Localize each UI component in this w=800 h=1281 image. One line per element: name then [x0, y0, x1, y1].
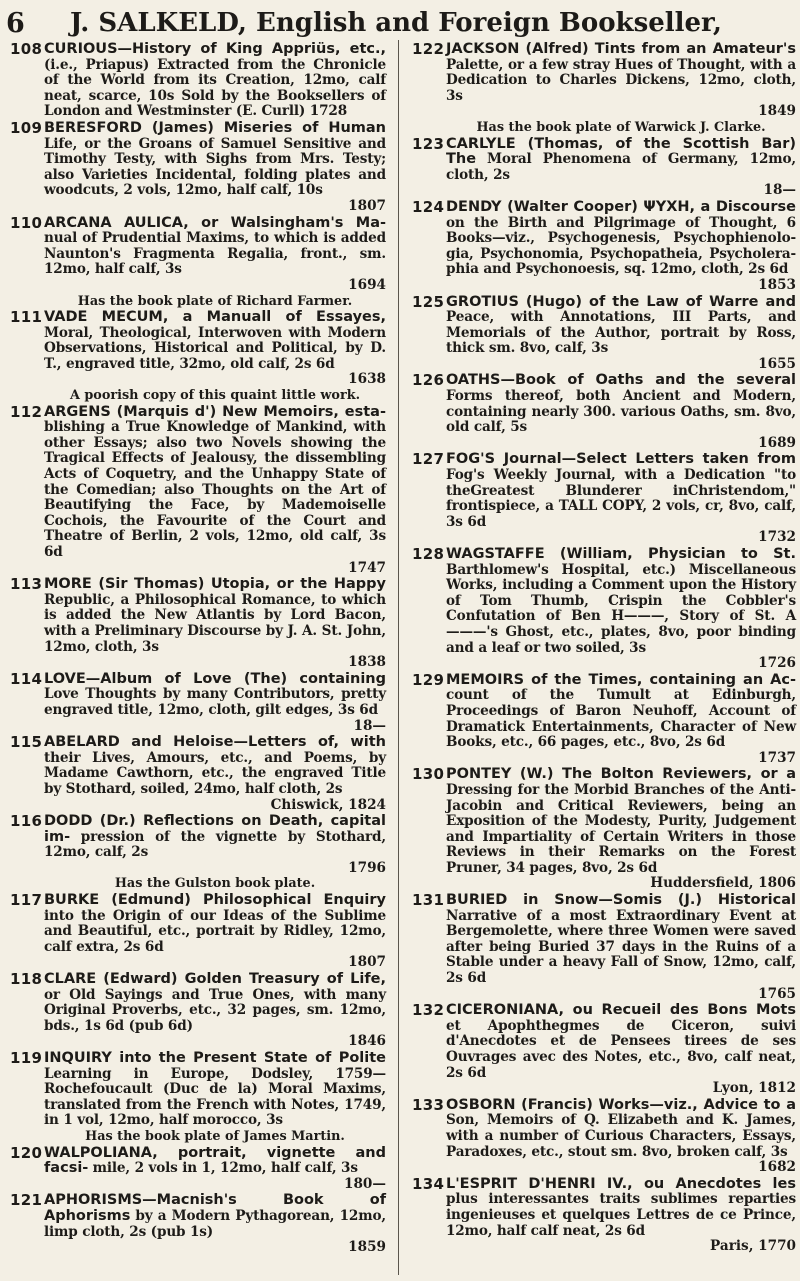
- entry-number: 118: [10, 970, 43, 989]
- entry-body: [44, 1051, 386, 1145]
- entry-number: 110: [10, 213, 43, 232]
- entry-description: Learning in Europe, Dodsley, 1759—Rochefoucault (Duc de la) Moral Maxims, translated from the French with Notes, 1749, in 1 vol, 12mo, half morocco, 3s: [44, 1065, 386, 1129]
- entry-imprint: 1732: [758, 529, 796, 546]
- entry-body: [446, 373, 796, 451]
- entry-heading: VADE MECUM, a Manuall of Essayes,: [44, 309, 386, 326]
- entry-body: [446, 673, 796, 767]
- entry-body: [44, 310, 386, 404]
- entry-imprint: 1859: [348, 1239, 386, 1256]
- entry-body: [44, 577, 386, 671]
- entry-imprint: 1838: [348, 654, 386, 671]
- entry-body: [446, 767, 796, 892]
- entry-heading: DODD (Dr.) Reflections on Death, capital im-: [44, 813, 386, 845]
- entry-number: 114: [10, 669, 43, 688]
- entry-number: 109: [10, 118, 43, 137]
- catalogue-entry: [412, 452, 796, 546]
- entry-imprint: Paris, 1770: [710, 1238, 796, 1255]
- entry-body: [446, 42, 796, 136]
- catalogue-entry: [412, 547, 796, 672]
- entry-description: Dressing for the Morbid Branches of the Anti-Jacobin and Critical Reviewers, being an Exposition of the Modesty, Purity, Judgement and Impartiality of Certain Writers in those Reviews in their Remarks on the Forest Pruner, 34 pages, 8vo, 2s 6d: [446, 781, 796, 876]
- entry-heading: ABELARD and Heloise—Letters of, with: [44, 734, 386, 751]
- entry-number: 120: [10, 1143, 43, 1162]
- entry-heading: CARLYLE (Thomas, of the Scottish Bar) The: [446, 135, 796, 168]
- entry-body: [446, 547, 796, 672]
- entry-number: 121: [10, 1191, 43, 1210]
- entry-number: 125: [412, 292, 445, 311]
- entry-number: 115: [10, 733, 43, 752]
- catalogue-entry: [412, 1174, 796, 1255]
- catalogue-entry: [10, 669, 386, 734]
- catalogue-entry: [412, 197, 796, 294]
- entry-heading: CLARE (Edward) Golden Treasury of Life,: [44, 971, 386, 988]
- catalogue-entry: [10, 310, 386, 404]
- entry-imprint: 1638: [348, 371, 386, 388]
- entry-imprint: 1726: [758, 655, 796, 672]
- entry-body: [446, 452, 796, 546]
- entry-imprint: 1689: [758, 434, 796, 451]
- entry-body: [44, 814, 386, 892]
- catalogue-entry: [10, 118, 386, 215]
- entry-heading: CURIOUS—History of King Appriüs, etc.,: [44, 41, 386, 57]
- entry-imprint: 1682: [758, 1159, 796, 1176]
- catalogue-entry: [412, 1095, 796, 1176]
- page-title: J. SALKELD, English and Foreign Bookseller,: [70, 8, 722, 38]
- entry-imprint: 1796: [348, 859, 386, 876]
- entry-description: their Lives, Amours, etc., and Poems, by Madame Cawthorn, etc., the engraved Title by Stothard, soiled, 24mo, half cloth, 2s: [44, 749, 386, 797]
- entry-imprint: 1846: [348, 1033, 386, 1050]
- entry-description: Forms thereof, both Ancient and Modern, containing nearly 300. various Oaths, sm. 8vo, old calf, 5s: [446, 388, 796, 436]
- entry-imprint: 18—: [763, 182, 796, 199]
- entry-body: [44, 1193, 386, 1255]
- catalogue-entry: [10, 577, 386, 671]
- entry-number: 113: [10, 575, 43, 594]
- entry-number: 133: [412, 1095, 445, 1114]
- entry-number: 123: [412, 134, 445, 153]
- entry-number: 117: [10, 891, 43, 910]
- entry-imprint: 1694: [348, 276, 386, 293]
- entry-body: [446, 1003, 796, 1097]
- entry-heading: MORE (Sir Thomas) Utopia, or the Happy: [44, 576, 386, 593]
- entry-number: 112: [10, 402, 43, 421]
- entry-number: 131: [412, 891, 445, 910]
- catalogue-entry: [10, 814, 386, 892]
- entry-number: 108: [10, 40, 43, 58]
- entry-number: 132: [412, 1001, 445, 1020]
- catalogue-entry: [10, 42, 386, 120]
- catalogue-entry: [412, 1003, 796, 1097]
- entry-description: (i.e., Priapus) Extracted from the Chronicle of the World from its Creation, 12mo, calf neat, scarce, 10s Sold by the Booksellers of London and Westminster (E. Curll) 1728: [44, 56, 386, 120]
- entry-heading: MEMOIRS of the Times, containing an Ac-: [446, 671, 796, 688]
- entry-imprint: 1853: [758, 276, 796, 293]
- entry-note: Has the Gulston book plate.: [114, 876, 316, 892]
- entry-imprint: 1765: [758, 985, 796, 1002]
- entry-description: mile, 2 vols in 1, 12mo, half calf, 3s: [92, 1160, 358, 1177]
- entry-description: pression of the vignette by Stothard, 12mo, calf, 2s: [44, 828, 386, 861]
- page-number: 6: [6, 8, 25, 39]
- entry-body: [44, 216, 386, 310]
- catalogue-entry: [10, 402, 386, 577]
- entry-description: into the Origin of our Ideas of the Sublime and Beautiful, etc., portrait by Ridley, 12mo, calf extra, 2s 6d: [44, 907, 386, 955]
- entry-description: by a Modern Pythagorean, 12mo, limp cloth, 2s (pub 1s): [44, 1207, 386, 1240]
- entry-imprint: 1849: [758, 103, 796, 120]
- entry-body: [446, 137, 796, 199]
- catalogue-entry: [10, 1193, 386, 1255]
- catalogue-entry: [412, 893, 796, 1002]
- entry-description: plus interessantes traits sublimes reparties ingenieuses et quelques Lettres de ce Prince, 12mo, half calf neat, 2s 6d: [446, 1191, 796, 1239]
- entry-heading: GROTIUS (Hugo) of the Law of Warre and: [446, 293, 796, 310]
- entry-heading: BERESFORD (James) Miseries of Human: [44, 119, 386, 136]
- catalogue-entry: [412, 134, 796, 199]
- entry-heading: FOG'S Journal—Select Letters taken from: [446, 451, 796, 468]
- entry-heading: ARCANA AULICA, or Walsingham's Ma-: [44, 214, 386, 231]
- entry-imprint: 1737: [758, 749, 796, 766]
- catalogue-entry: [412, 42, 796, 136]
- entry-description: Barthlomew's Hospital, etc.) Miscellaneous Works, including a Comment upon the History of Tom Thumb, Crispin the Cobbler's Confutation of Ben H———, Story of St. A———'s Ghost, etc., plates, 8vo, poor binding and a leaf or two soiled, 3s: [446, 561, 796, 656]
- entry-description: or Old Sayings and True Ones, with many Original Proverbs, etc., 32 pages, sm. 12mo, bds., 1s 6d (pub 6d): [44, 986, 386, 1034]
- entry-heading: LOVE—Album of Love (The) containing: [44, 670, 386, 687]
- entry-number: 119: [10, 1049, 43, 1067]
- entry-number: 124: [412, 197, 445, 216]
- catalogue-entry: [10, 893, 386, 971]
- entry-heading: BURIED in Snow—Somis (J.) Historical: [446, 892, 796, 909]
- entry-note: A poorish copy of this quaint little work.: [69, 388, 361, 404]
- entry-note: Has the book plate of Richard Farmer.: [77, 293, 353, 309]
- entry-description: on the Birth and Pilgrimage of Thought, 6 Books—viz., Psychogenesis, Psychophienolo-gia, Psychonomia, Psychopatheia, Psycholera-phia and Psychonoesis, sq. 12mo, cloth, 2s 6d: [446, 214, 796, 278]
- entry-body: [446, 1177, 796, 1255]
- column-divider: [398, 40, 399, 1275]
- entry-number: 130: [412, 765, 445, 784]
- entry-number: 129: [412, 670, 445, 689]
- entry-heading: APHORISMS—Macnish's Book of Aphorisms: [44, 1192, 386, 1224]
- catalogue-entry: [10, 213, 386, 310]
- catalogue-entry: [10, 735, 386, 813]
- catalogue-entry: [412, 670, 796, 767]
- entry-imprint: 1807: [348, 954, 386, 971]
- catalogue-entry: [412, 373, 796, 451]
- entry-imprint: 1747: [348, 559, 386, 576]
- entry-imprint: 18—: [353, 717, 386, 734]
- catalogue-entry: [10, 1143, 386, 1193]
- entry-description: Peace, with Annotations, III Parts, and Memorials of the Author, portrait by Ross, thick sm. 8vo, calf, 3s: [446, 309, 796, 357]
- entry-body: [44, 893, 386, 971]
- entry-body: [44, 121, 386, 215]
- entry-note: Has the book plate of James Martin.: [85, 1128, 345, 1144]
- entry-heading: PONTEY (W.) The Bolton Reviewers, or a: [446, 766, 796, 783]
- page-header: [0, 0, 800, 44]
- catalogue-entry: [10, 972, 386, 1050]
- entry-heading: ARGENS (Marquis d') New Memoirs, esta-: [44, 403, 386, 420]
- entry-body: [44, 42, 386, 120]
- entry-number: 128: [412, 545, 445, 563]
- entry-heading: OATHS—Book of Oaths and the several: [446, 372, 796, 389]
- catalogue-entry: [412, 767, 796, 892]
- entry-note: Has the book plate of Warwick J. Clarke.: [476, 119, 766, 135]
- entry-description: et Apophthegmes de Ciceron, suivi d'Anecdotes et de Pensees tirees de ses Ouvrages avec des Notes, etc., 8vo, calf neat, 2s 6d: [446, 1017, 796, 1081]
- entry-number: 116: [10, 812, 43, 831]
- entry-body: [446, 1098, 796, 1176]
- entry-imprint: Chiswick, 1824: [270, 796, 386, 813]
- entry-number: 127: [412, 450, 445, 469]
- entry-description: count of the Tumult at Edinburgh, Proceedings of Baron Neuhoff, Account of Dramatick Entertainments, Character of New Books, etc., 66 pages, etc., 8vo, 2s 6d: [446, 687, 796, 751]
- entry-body: [44, 735, 386, 813]
- entry-body: [44, 405, 386, 577]
- entry-number: 111: [10, 308, 43, 327]
- entry-body: [44, 1146, 386, 1193]
- right-column: [412, 42, 796, 1273]
- entry-heading: INQUIRY into the Present State of Polite: [44, 1050, 386, 1066]
- entry-description: Love Thoughts by many Contributors, pretty engraved title, 12mo, cloth, gilt edges, 3s 6d: [44, 686, 386, 718]
- entry-heading: CICERONIANA, ou Recueil des Bons Mots: [446, 1002, 796, 1019]
- entry-heading: DENDY (Walter Cooper) ΨΥΧΗ, a Discourse: [446, 198, 796, 215]
- entry-number: 122: [412, 40, 445, 58]
- entry-heading: L'ESPRIT D'HENRI IV., ou Anecdotes les: [446, 1175, 796, 1192]
- entry-heading: WAGSTAFFE (William, Physician to St.: [446, 546, 796, 562]
- entry-heading: BURKE (Edmund) Philosophical Enquiry: [44, 892, 386, 909]
- entry-description: Palette, or a few stray Hues of Thought, with a Dedication to Charles Dickens, 12mo, cloth, 3s: [446, 56, 796, 104]
- entry-description: Fog's Weekly Journal, with a Dedication "to theGreatest Blunderer inChristendom," frontispiece, a TALL COPY, 2 vols, cr, 8vo, calf, 3s 6d: [446, 467, 796, 530]
- entry-imprint: 180—: [344, 1175, 386, 1192]
- entry-heading: JACKSON (Alfred) Tints from an Amateur's: [446, 41, 796, 57]
- entry-body: [446, 893, 796, 1002]
- entry-body: [446, 200, 796, 294]
- entry-imprint: 1655: [758, 355, 796, 372]
- entry-imprint: 1807: [348, 197, 386, 214]
- entry-description: Son, Memoirs of Q. Elizabeth and K. James, with a number of Curious Characters, Essays, Paradoxes, etc., stout sm. 8vo, broken calf, 3s: [446, 1112, 796, 1160]
- entry-number: 134: [412, 1174, 445, 1193]
- entry-body: [44, 672, 386, 734]
- entry-description: blishing a True Knowledge of Mankind, with other Essays; also two Novels showing the Tragical Effects of Jealousy, the dissembling Acts of Coquetry, and the Unhappy State of the Comedian; also Thoughts on the Art of Beautifying the Face, by Mademoiselle Cochois, the Favourite of the Court and Theatre of Berlin, 2 vols, 12mo, old calf, 3s 6d: [44, 419, 386, 560]
- entry-heading: OSBORN (Francis) Works—viz., Advice to a: [446, 1096, 796, 1113]
- entry-number: 126: [412, 371, 445, 390]
- catalogue-entry: [412, 292, 796, 373]
- entry-description: Narrative of a most Extraordinary Event at Bergemolette, where three Women were saved after being Buried 37 days in the Ruins of a Stable under a heavy Fall of Snow, 12mo, calf, 2s 6d: [446, 907, 796, 987]
- entry-description: Moral Phenomena of Germany, 12mo, cloth, 2s: [446, 151, 796, 183]
- entry-imprint: Lyon, 1812: [712, 1080, 796, 1097]
- entry-description: Moral, Theological, Interwoven with Modern Observations, Historical and Political, by D. T., engraved title, 32mo, old calf, 2s 6d: [44, 324, 386, 372]
- catalogue-entry: [10, 1051, 386, 1145]
- entry-body: [446, 295, 796, 373]
- entry-body: [44, 972, 386, 1050]
- entry-heading: WALPOLIANA, portrait, vignette and facsi-: [44, 1144, 386, 1177]
- entry-description: Life, or the Groans of Samuel Sensitive and Timothy Testy, with Sighs from Mrs. Testy; also Varieties Incidental, folding plates and woodcuts, 2 vols, 12mo, half calf, 10s: [44, 135, 386, 199]
- entry-description: Republic, a Philosophical Romance, to which is added the New Atlantis by Lord Bacon, with a Preliminary Discourse by J. A. St. John, 12mo, cloth, 3s: [44, 591, 386, 655]
- entry-description: nual of Prudential Maxims, to which is added Naunton's Fragmenta Regalia, front., sm. 12mo, half calf, 3s: [44, 230, 386, 278]
- entry-imprint: Huddersfield, 1806: [650, 875, 796, 892]
- left-column: [10, 42, 386, 1273]
